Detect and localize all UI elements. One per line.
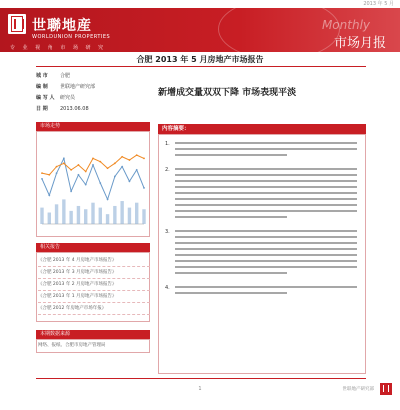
series-point bbox=[107, 167, 109, 169]
digest-text-line bbox=[175, 180, 357, 182]
meta-row bbox=[36, 93, 146, 104]
report-meta bbox=[36, 71, 146, 115]
digest-item-number: 4. bbox=[165, 285, 170, 291]
digest-text-line bbox=[175, 286, 357, 288]
chart-bar bbox=[106, 214, 109, 224]
digest-body bbox=[158, 134, 366, 374]
chart-bar bbox=[84, 209, 87, 224]
related-report-link[interactable]: 《合肥 2013 年 1 月房地产市场报告》 bbox=[38, 292, 150, 303]
digest-text-line bbox=[175, 292, 287, 294]
meta-row bbox=[36, 71, 146, 82]
series-point bbox=[48, 174, 50, 176]
series-point bbox=[70, 169, 72, 171]
related-report-link[interactable]: 《合肥 2013 年 3 月房地产市场报告》 bbox=[38, 268, 150, 279]
report-header bbox=[0, 8, 400, 52]
top-strip bbox=[0, 0, 400, 8]
series-point bbox=[63, 158, 65, 160]
digest-text-line bbox=[175, 142, 357, 144]
series-point bbox=[92, 158, 94, 160]
digest-item-number: 1. bbox=[165, 141, 170, 147]
series-point bbox=[143, 158, 145, 160]
series-point bbox=[121, 156, 123, 158]
series-point bbox=[136, 154, 138, 156]
digest-text-line bbox=[175, 204, 357, 206]
chart-bar bbox=[135, 203, 138, 224]
meta-value: 合肥 bbox=[60, 73, 71, 79]
footer-text: 世联地产研究部 bbox=[342, 387, 374, 392]
meta-row bbox=[36, 82, 146, 93]
monthly-label-en: Monthly bbox=[321, 18, 370, 32]
brand-name: 世聯地産 bbox=[32, 18, 92, 34]
series-point bbox=[85, 184, 87, 186]
series-point bbox=[41, 172, 43, 174]
series-point bbox=[63, 162, 65, 164]
digest-text-line bbox=[175, 242, 357, 244]
chart-bar bbox=[40, 208, 43, 224]
series-point bbox=[129, 180, 131, 182]
meta-row bbox=[36, 104, 146, 115]
series-point bbox=[121, 166, 123, 168]
title-rule bbox=[36, 66, 366, 67]
section-bar-related: 相关报告 bbox=[36, 243, 150, 252]
series-point bbox=[114, 176, 116, 178]
meta-key: 编 制 bbox=[36, 84, 48, 90]
series-point bbox=[107, 199, 109, 201]
digest-item-number: 2. bbox=[165, 167, 170, 173]
digest-text-line bbox=[175, 186, 357, 188]
section-bar-chart: 市场走势 bbox=[36, 122, 150, 131]
related-report-link[interactable]: 《合肥 2013 年 2 月房地产市场报告》 bbox=[38, 280, 150, 291]
digest-text-line bbox=[175, 192, 357, 194]
digest-item-number: 3. bbox=[165, 229, 170, 235]
chart-bar bbox=[120, 201, 123, 224]
digest-text-line bbox=[175, 272, 287, 274]
digest-text-line bbox=[175, 168, 357, 170]
digest-text-line bbox=[175, 260, 357, 262]
series-point bbox=[41, 178, 43, 180]
monthly-label: 市场月报 bbox=[333, 36, 386, 51]
digest-text-line bbox=[175, 148, 357, 150]
series-point bbox=[99, 182, 101, 184]
digest-text-line bbox=[175, 266, 357, 268]
section-bar-source: 本期数据来源 bbox=[36, 330, 150, 339]
report-headline: 新增成交量双双下降 市场表现平淡 bbox=[158, 88, 297, 98]
related-report-link[interactable]: 《合肥 2012 年房地产市场年报》 bbox=[38, 304, 150, 315]
logo-icon bbox=[8, 14, 26, 34]
series-point bbox=[70, 190, 72, 192]
chart-bar bbox=[91, 203, 94, 224]
page-number: 1 bbox=[198, 386, 202, 392]
bottom-rule bbox=[36, 378, 366, 379]
chart-bar bbox=[77, 206, 80, 224]
series-point bbox=[99, 161, 101, 163]
digest-text-line bbox=[175, 210, 357, 212]
meta-key: 日 期 bbox=[36, 106, 48, 112]
chart-bar bbox=[62, 199, 65, 224]
meta-value: 研究员 bbox=[60, 95, 76, 101]
footer-logo-icon bbox=[380, 383, 392, 395]
digest-text-line bbox=[175, 236, 357, 238]
digest-text-line bbox=[175, 174, 357, 176]
chart-bar bbox=[128, 208, 131, 224]
series-point bbox=[56, 172, 58, 174]
report-title: 合肥 2013 年 5 月房地产市场报告 bbox=[136, 55, 264, 64]
series-point bbox=[92, 164, 94, 166]
digest-text-line bbox=[175, 216, 287, 218]
series-point bbox=[85, 171, 87, 173]
digest-text-line bbox=[175, 254, 357, 256]
related-report-link[interactable]: 《合肥 2013 年 4 月房地产市场报告》 bbox=[38, 256, 150, 267]
series-point bbox=[78, 174, 80, 176]
digest-text-line bbox=[175, 230, 357, 232]
chart-bar bbox=[48, 213, 51, 224]
chart-bar bbox=[99, 208, 102, 224]
chart-bar bbox=[113, 206, 116, 224]
digest-text-line bbox=[175, 154, 287, 156]
digest-title: 内容摘要： bbox=[158, 124, 366, 134]
meta-value: 世联地产研究部 bbox=[60, 84, 96, 90]
chart-bar bbox=[142, 209, 145, 224]
digest-text-line bbox=[175, 198, 357, 200]
page-top-label: 2013 年 5 月 bbox=[363, 1, 394, 7]
meta-key: 城 市 bbox=[36, 73, 48, 79]
series-point bbox=[56, 166, 58, 168]
meta-value: 2013.06.08 bbox=[60, 106, 89, 112]
trend-chart bbox=[36, 132, 150, 236]
series-point bbox=[114, 162, 116, 164]
slogan: 专 业 视 角 市 场 研 究 bbox=[10, 45, 107, 51]
series-point bbox=[136, 169, 138, 171]
series-point bbox=[143, 187, 145, 189]
brand-name-en: WORLDUNION PROPERTIES bbox=[32, 34, 111, 40]
meta-key: 编 写 人 bbox=[36, 95, 55, 101]
digest-text-line bbox=[175, 248, 357, 250]
series-point bbox=[129, 159, 131, 161]
chart-bar bbox=[69, 211, 72, 224]
source-text: 网络、报纸、合肥市房地产管理局 bbox=[38, 343, 106, 348]
series-point bbox=[48, 194, 50, 196]
chart-bar bbox=[55, 204, 58, 224]
series-point bbox=[78, 164, 80, 166]
